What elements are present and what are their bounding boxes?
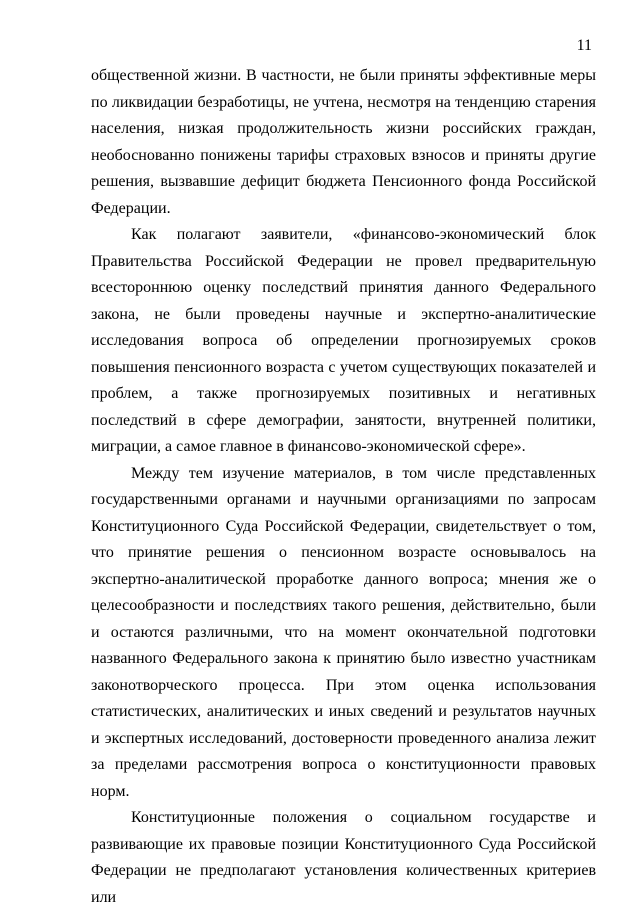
paragraph-continuation: общественной жизни. В частности, не были приняты эффективные меры по ликвидации безработицы, не учтена, несмотря на тенденцию старения населения, низкая продолжительность жизни российских граждан, необоснованно понижены тарифы страховых взносов и приняты другие решения, вызвавшие дефицит бюджета Пенсионного фонда Российской Федерации.: [91, 67, 596, 217]
paragraph-applicants-position: Как полагают заявители, «финансово-экономический блок Правительства Российской Федерации не провел предварительную всестороннюю оценку последствий принятия данного Федерального закона, не были проведены научные и экспертно-аналитические исследования вопроса об определении прогнозируемых сроков повышения пенсионного возраста с учетом существующих показателей и проблем, а также прогнозируемых позитивных и негативных последствий в сфере демографии, занятости, внутренней политики, миграции, а самое главное в финансово-экономической сфере».: [91, 226, 596, 455]
paragraph-court-assessment: Между тем изучение материалов, в том числе представленных государственными органами и научными организациями по запросам Конституционного Суда Российской Федерации, свидетельствует о том, что принятие решения о пенсионном возрасте основывалось на экспертно-аналитической проработке данного вопроса; мнения же о целесообразности и последствиях такого решения, действительно, были и остаются различными, что на момент окончательной подготовки названного Федерального закона к принятию было известно участникам законотворческого процесса. При этом оценка использования статистических, аналитических и иных сведений и результатов научных и экспертных исследований, достоверности проведенного анализа лежит за пределами рассмотрения вопроса о конституционности правовых норм.: [91, 464, 596, 800]
paragraph-constitutional-provisions: Конституционные положения о социальном государстве и развивающие их правовые позиции Конституционного Суда Российской Федерации не предполагают установления количественных критериев или: [91, 809, 596, 906]
document-body: [91, 63, 596, 911]
page-number: 11: [576, 37, 592, 54]
